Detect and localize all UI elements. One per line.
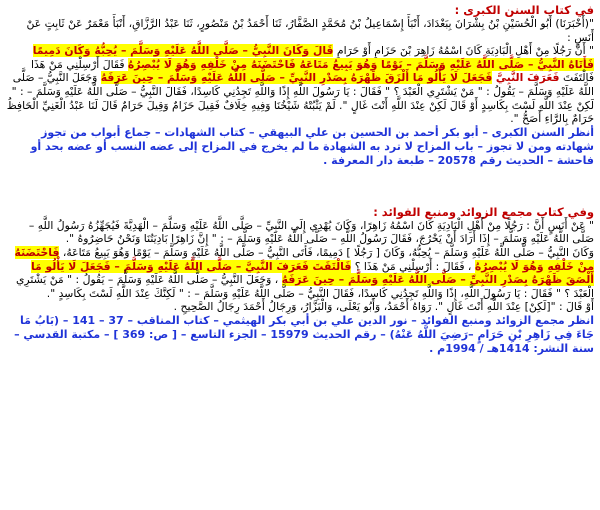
section-heading: وفي كتاب مجمع الزوائد ومنبع الفوائد : xyxy=(373,204,594,219)
section-heading: في كتاب السنن الكبرى : xyxy=(454,3,594,17)
highlighted-text: فَاحْتَضَنَهُ مِنْ خَلْفِهِ وَهُوَ لَا يُبْصِرُهُ xyxy=(14,245,594,273)
source-reference: انظر مجمع الزوائد ومنبع الفوائد – نور الدين علي بن أبي بكر الهيثمي – كتاب المناقب – 37 – 141 – (بَابُ مَا جَاءَ فِي زَاهِرِ بْنِ حَرَامٍ –رَضِيَ اللَّهُ عَنْهُ) – رقم الحديث 15979 – الجزء التاسع – [ ص: 369 ] – مكتبة القدسي – سنة النشر: 1414هـ / 1994م . xyxy=(14,313,594,355)
section-sunan xyxy=(6,3,594,168)
hadith-text-part: فَقَالَ أَرْسِلْنِي مَنْ هَذَا فَالْتَفَتَ xyxy=(30,57,594,85)
hadith-text-part: ، فَقَالَ : أَرْسِلْنِي مَنْ هَذَا ؟ xyxy=(354,259,472,273)
highlighted-text: فَجَعَلَ لَا يَأْلُو مَا أَلْزَقَ ظَهْرَهُ بِصَدْرِ النَّبِيِّ – صَلَّى اللَّهُ عَلَيْهِ وَسَلَّمَ – حِينَ عَرَفَهُ xyxy=(100,71,493,85)
section-majma xyxy=(6,205,594,356)
hadith-paragraph: " عَنْ أَنَسٍ أَنَّ : رَجُلًا مِنْ أَهْلِ الْبَادِيَةِ كَانَ اسْمُهُ زَاهِرًا، وَكَانَ يُهْدِي إِلَى النَّبِيِّ – صَلَّى اللَّهُ عَلَيْهِ وَسَلَّمَ – الْهَدِيَّةَ فَيُجَهِّزُهُ رَسُولُ اللَّهِ – صَلَّى اللَّهُ عَلَيْهِ وَسَلَّمَ – إِذَا أَرَادَ أَنْ يَخْرُجَ، فَقَالَ رَسُولُ اللَّهِ – صَلَّى اللَّهُ عَلَيْهِ وَسَلَّمَ – : " إِنَّ زَاهِرًا بَادِيَتُنَا وَنَحْنُ حَاضِرُوهُ ". xyxy=(28,218,594,246)
highlighted-text: قَالَ وَكَانَ النَّبِيُّ – صَلَّى اللَّهُ عَلَيْهِ وَسَلَّمَ – يُحِبُّهُ وَكَانَ دَمِيمًا فَأَتَاهُ النَّبِيُّ – صَلَّى اللَّهُ عَلَيْهِ وَسَلَّمَ – يَوْمًا وَهُوَ يَبِيعُ مَتَاعَهُ فَاحْتَضَنَهُ مِنْ خَلْفِهِ وَهُوَ لَا يُبْصِرُهُ xyxy=(32,44,594,71)
hadith-text xyxy=(6,17,594,126)
isnad-text: "(أَخْبَرَنَا) أَبُو الْحُسَيْنِ بْنُ بِشْرَانَ بِبَغْدَادَ، أَنْبَأَ إِسْمَاعِيلُ بْنُ مُحَمَّدٍ الصَّفَّارُ، ثَنَا أَحْمَدُ بْنُ مَنْصُورٍ، ثَنَا عَبْدُ الرَّزَّاقِ، أَنْبَأَ مَعْمَرٌ عَنْ ثَابِتٍ عَنْ أَنَسٍ : xyxy=(26,17,594,44)
hadith-text-part: وَكَانَ النَّبِيُّ – صَلَّى اللَّهُ عَلَيْهِ وَسَلَّمَ – يُحِبُّهُ، وَكَانَ [ رَجُلًا ] دَمِيمًا، فَأَتَى النَّبِيُّ – صَلَّى اللَّهُ عَلَيْهِ وَسَلَّمَ – يَوْمًا وَهُوَ يَبِيعُ مَتَاعَهُ، xyxy=(62,245,594,259)
hadith-paragraph: أَوْ قَالَ : "[لَكِنْ] عِنْدَ اللَّهِ أَنْتَ غَالٍ ". رَوَاهُ أَحْمَدُ، وَأَبُو يَعْلَى، وَالْبَزَّارُ، وَرِجَالُ أَحْمَدَ رِجَالُ الصَّحِيحِ . xyxy=(173,300,594,314)
highlighted-text: فَالْتَفَتَ فَعَرَفَ النَّبِيَّ – صَلَّى اللَّهُ عَلَيْهِ وَسَلَّمَ – فَجَعَلَ لَا يَأْلُو مَا أَلْصَقَ ظَهْرَهُ بِصَدْرِ النَّبِيِّ – صَلَّى اللَّهُ عَلَيْهِ وَسَلَّمَ – حِينَ عَرَفَهُ xyxy=(31,259,594,287)
hadith-text xyxy=(6,219,594,314)
document-page xyxy=(0,3,600,510)
hadith-text-part: " أَنَّ رَجُلًا مِنْ أَهْلِ الْبَادِيَةِ كَانَ اسْمُهُ زَاهِرَ بْنَ حَزَامٍ أَوْ حَرَامٍ xyxy=(336,44,594,58)
hadith-text-part: ، وَجَعَلَ النَّبِيُّ – صَلَّى اللَّهُ عَلَيْهِ وَسَلَّمَ – يَقُولُ : " مَنْ يَشْتَرِي الْعَبْدَ ؟ " فَقَالَ : يَا رَسُولَ اللَّهِ، إِذًا وَاللَّهِ تَجِدُنِي كَاسِدًا، فَقَالَ النَّبِيُّ – صَلَّى اللَّهُ عَلَيْهِ وَسَلَّمَ – : " لَكِنَّكَ عِنْدَ اللَّهِ لَسْتَ بِكَاسِدٍ ". xyxy=(15,273,594,300)
red-text: فَعَرَفَ النَّبِيَّ xyxy=(495,71,560,85)
source-reference: أنظر السنن الكبرى – أبو بكر أحمد بن الحسين بن علي البيهقي – كتاب الشهادات – جماع أبواب من تجوز شهادته ومن لا تجوز – باب المزاح لا ترد به الشهادة ما لم يخرج في المزاح إلى عضه النسب أو عضه بحد أو فاحشة – الحديث رقم 20578 – طبعة دار المعرفة . xyxy=(30,125,594,167)
spacer xyxy=(6,168,594,202)
hadith-text-part: وَجَعَلَ النَّبِيُّ – صَلَّى اللَّهُ عَلَيْهِ وَسَلَّمَ – يَقُولُ : " مَنْ يَشْتَرِي الْعَبْدَ ؟ " فَقَالَ : يَا رَسُولَ اللَّهِ إِذًا وَاللَّهِ تَجِدُنِي كَاسِدًا، فَقَالَ النَّبِيُّ – صَلَّى اللَّهُ عَلَيْهِ وَسَلَّمَ – : " لَكِنْ عِنْدَ اللَّهِ لَسْتَ بِكَاسِدٍ أَوْ قَالَ لَكِنْ عِنْدَ اللَّهِ أَنْتَ غَالٍ ". لَمْ يَثْبُتْهُ شَيْخُنَا وَفِيهِ خِلَافٌ فَقِيلَ حَزَامٌ وَقِيلَ حَرَامٌ قَالَ لَنَا عَبْدُ الْغَنِيِّ الْحَافِظُ حَرَامٌ بِالرَّاءِ أَصَحُّ ". xyxy=(6,71,594,126)
